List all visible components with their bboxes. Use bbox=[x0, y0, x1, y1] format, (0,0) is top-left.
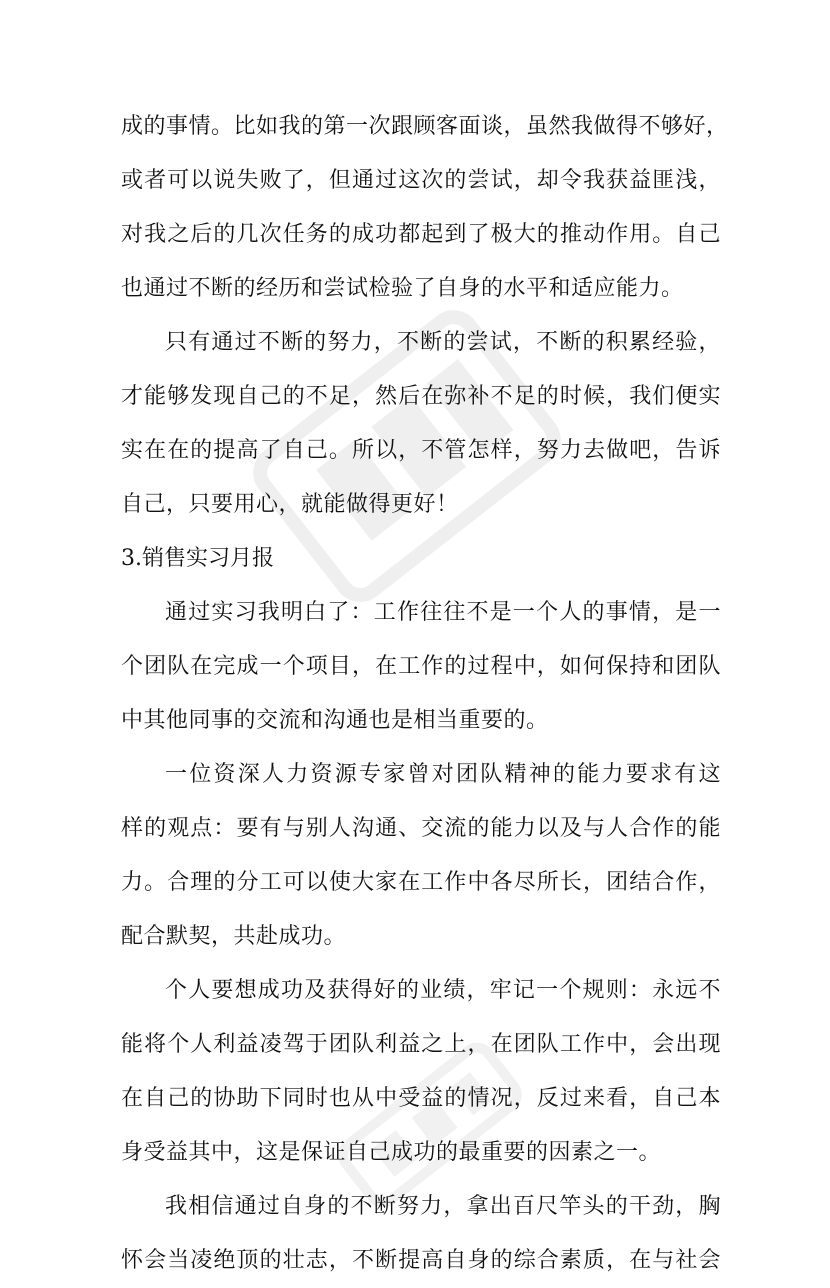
paragraph-expert-view bbox=[121, 748, 721, 964]
text-line: 力。合理的分工可以使大家在工作中各尽所长，团结合作， bbox=[121, 870, 721, 895]
text-line: 个人要想成功及获得好的业绩，牢记一个规则：永远不 bbox=[165, 978, 721, 1003]
paragraph-belief bbox=[121, 1180, 721, 1288]
text-line: 成的事情。比如我的第一次跟顾客面谈，虽然我做得不够好， bbox=[121, 114, 729, 139]
text-line: 只有通过不断的努力，不断的尝试，不断的积累经验， bbox=[165, 330, 721, 355]
text-line: 我相信通过自身的不断努力，拿出百尺竿头的干劲，胸 bbox=[165, 1194, 721, 1219]
text-line: 配合默契，共赴成功。 bbox=[121, 924, 347, 949]
text-line: 自己，只要用心，就能做得更好！ bbox=[121, 492, 459, 517]
paragraph-rule bbox=[121, 964, 721, 1180]
text-line: 能将个人利益凌驾于团队利益之上，在团队工作中，会出现 bbox=[121, 1032, 721, 1057]
paragraph-teamwork bbox=[121, 586, 721, 748]
text-line: 中其他同事的交流和沟通也是相当重要的。 bbox=[121, 708, 549, 733]
text-line: 也通过不断的经历和尝试检验了自身的水平和适应能力。 bbox=[121, 276, 684, 301]
text-line: 对我之后的几次任务的成功都起到了极大的推动作用。自己 bbox=[121, 222, 721, 247]
text-line: 或者可以说失败了，但通过这次的尝试，却令我获益匪浅， bbox=[121, 168, 721, 193]
paragraph-effort bbox=[121, 316, 721, 532]
text-line: 怀会当凌绝顶的壮志，不断提高自身的综合素质，在与社会 bbox=[121, 1248, 721, 1273]
text-line: 通过实习我明白了：工作往往不是一个人的事情，是一 bbox=[165, 600, 721, 625]
document-body bbox=[121, 100, 729, 1288]
paragraph-continuation bbox=[121, 100, 729, 316]
text-line: 个团队在完成一个项目，在工作的过程中，如何保持和团队 bbox=[121, 654, 721, 679]
text-line: 在自己的协助下同时也从中受益的情况，反过来看，自己本 bbox=[121, 1086, 721, 1111]
text-line: 身受益其中，这是保证自己成功的最重要的因素之一。 bbox=[121, 1140, 662, 1165]
text-line: 一位资深人力资源专家曾对团队精神的能力要求有这 bbox=[165, 762, 721, 787]
text-line: 样的观点：要有与别人沟通、交流的能力以及与人合作的能 bbox=[121, 816, 721, 841]
text-line: 实在在的提高了自己。所以，不管怎样，努力去做吧，告诉 bbox=[121, 438, 721, 463]
section-heading: 3.销售实习月报 bbox=[121, 546, 274, 571]
text-line: 才能够发现自己的不足，然后在弥补不足的时候，我们便实 bbox=[121, 384, 721, 409]
